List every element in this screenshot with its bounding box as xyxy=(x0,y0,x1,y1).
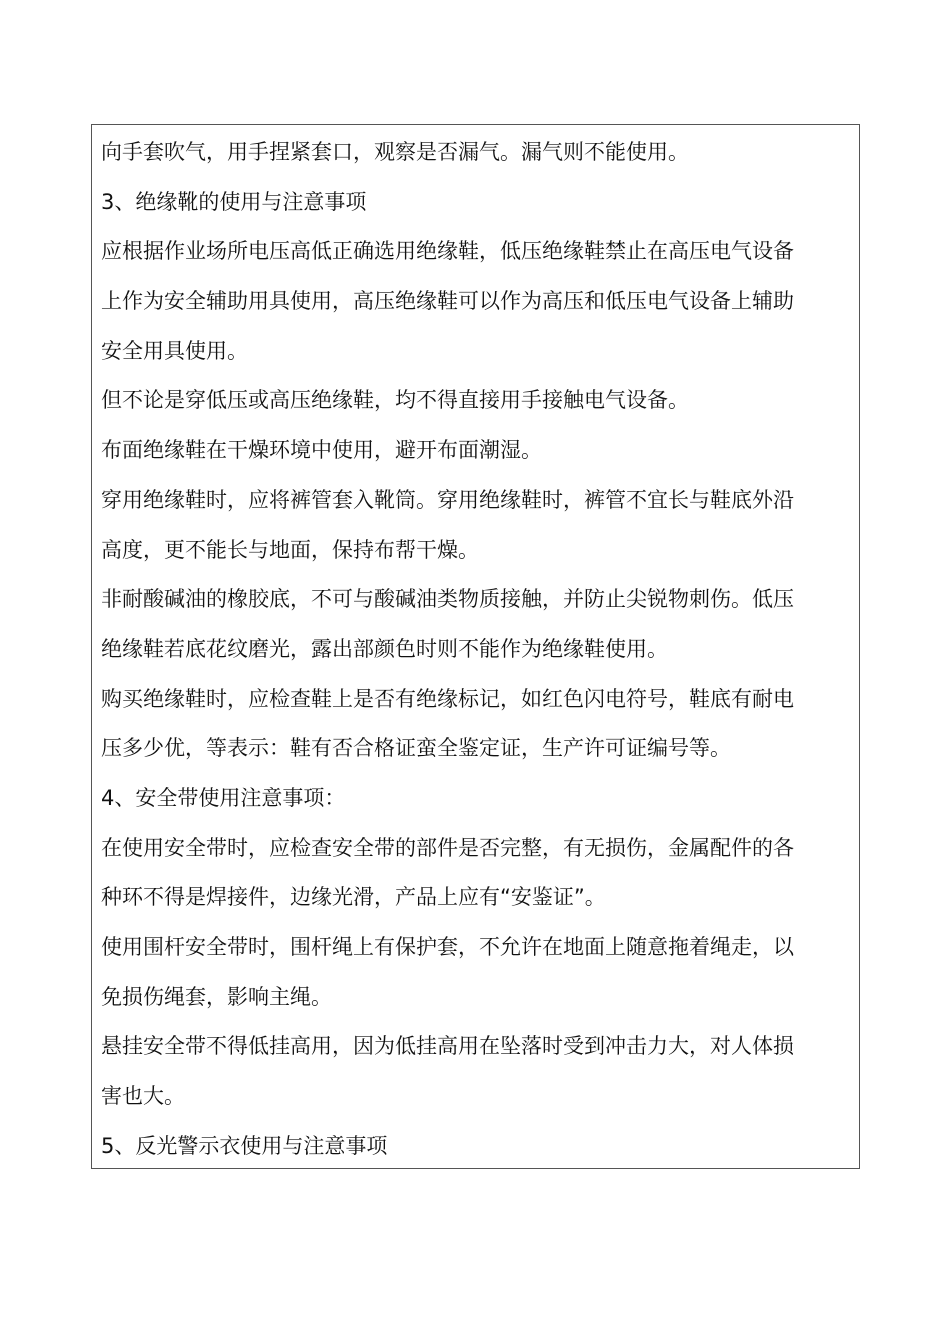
section-heading: 5、反光警示衣使用与注意事项 xyxy=(101,1133,388,1158)
text-line: 购买绝缘鞋时，应检查鞋上是否有绝缘标记，如红色闪电符号，鞋底有耐电 xyxy=(101,686,794,711)
text-line: 应根据作业场所电压高低正确选用绝缘鞋，低压绝缘鞋禁止在高压电气设备 xyxy=(101,239,794,264)
text-line: 绝缘鞋若底花纹磨光，露出部颜色时则不能作为绝缘鞋使用。 xyxy=(101,636,668,661)
text-line: 高度，更不能长与地面，保持布帮干燥。 xyxy=(101,537,479,562)
text-line: 非耐酸碱油的橡胶底，不可与酸碱油类物质接触，并防止尖锐物刺伤。低压 xyxy=(101,587,794,612)
text-line: 悬挂安全带不得低挂高用，因为低挂高用在坠落时受到冲击力大，对人体损 xyxy=(101,1034,794,1059)
text-line: 种环不得是焊接件，边缘光滑，产品上应有“安鉴证”。 xyxy=(101,885,606,910)
text-line: 压多少优，等表示：鞋有否合格证蛮全鉴定证，生产许可证编号等。 xyxy=(101,736,731,761)
section-heading: 3、绝缘靴的使用与注意事项 xyxy=(101,189,367,214)
section-heading: 4、安全带使用注意事项： xyxy=(101,785,346,810)
text-line: 害也大。 xyxy=(101,1084,185,1109)
text-line: 使用围杆安全带时，围杆绳上有保护套，不允许在地面上随意拖着绳走，以 xyxy=(101,935,794,959)
document-frame xyxy=(91,124,860,1169)
text-line: 上作为安全辅助用具使用，高压绝缘鞋可以作为高压和低压电气设备上辅助 xyxy=(101,289,794,314)
text-line: 在使用安全带时，应检查安全带的部件是否完整，有无损伤，金属配件的各 xyxy=(101,835,794,860)
text-line: 穿用绝缘鞋时，应将裤管套入靴筒。穿用绝缘鞋时，裤管不宜长与鞋底外沿 xyxy=(101,487,794,512)
text-line: 安全用具使用。 xyxy=(101,338,248,363)
text-line: 但不论是穿低压或高压绝缘鞋，均不得直接用手接触电气设备。 xyxy=(101,388,689,413)
text-line: 向手套吹气，用手捏紧套口，观察是否漏气。漏气则不能使用。 xyxy=(101,140,689,164)
text-line: 免损伤绳套，影响主绳。 xyxy=(101,984,332,1009)
text-line: 布面绝缘鞋在干燥环境中使用，避开布面潮湿。 xyxy=(101,438,542,463)
